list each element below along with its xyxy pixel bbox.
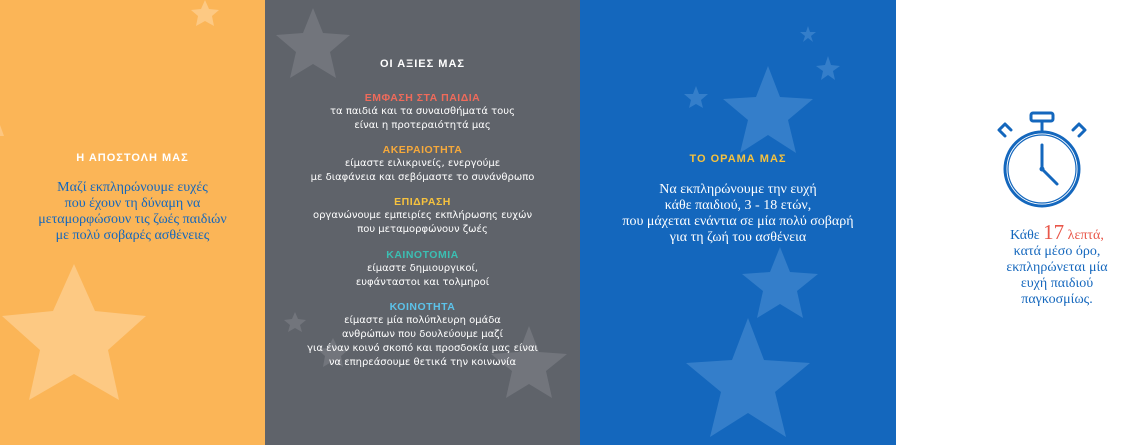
value-title-innovation: ΚΑΙΝΟΤΟΜΙΑ (386, 249, 459, 261)
star-icon (191, 0, 219, 26)
star-icon (684, 86, 708, 108)
values-panel (265, 0, 580, 445)
star-icon (816, 56, 840, 80)
value-text-community: είμαστε μία πολύπλευρη ομάδα ανθρώπων που δουλεύουμε μαζί για έναν κοινό σκοπό και προσδοκία μας είναι να επηρεάσουμε θετικά την κοινωνία (307, 315, 538, 368)
star-icon (686, 318, 810, 437)
stat-panel (896, 0, 1140, 445)
stat-number: 17 (1043, 220, 1065, 244)
stat-prefix: Κάθε (1010, 228, 1040, 243)
stat-text (974, 220, 1140, 308)
value-title-children: ΕΜΦΑΣΗ ΣΤΑ ΠΑΙΔΙΑ (364, 92, 481, 104)
star-icon (800, 26, 816, 42)
value-title-impact: ΕΠΙΔΡΑΣΗ (394, 196, 451, 208)
value-text-children: τα παιδιά και τα συναισθήματά τους είναι η προτεραιότητά μας (330, 106, 515, 131)
mission-heading: Η ΑΠΟΣΤΟΛΗ ΜΑΣ (76, 152, 189, 164)
value-text-impact: οργανώνουμε εμπειρίες εκπλήρωσης ευχών που μεταμορφώνουν ζωές (312, 210, 533, 235)
vision-panel (580, 0, 896, 445)
values-heading: ΟΙ ΑΞΙΕΣ ΜΑΣ (379, 58, 466, 70)
value-text-integrity: είμαστε ειλικρινείς, ενεργούμε με διαφάνεια και σεβόμαστε το συνάνθρωπο (310, 158, 535, 183)
mission-panel (0, 0, 265, 445)
vision-text: Να εκπληρώνουμε την ευχή κάθε παιδιού, 3 - 18 ετών, που μάχεται ενάντια σε μία πολύ σοβαρή για τη ζωή του ασθένεια (622, 182, 854, 245)
star-icon (0, 125, 4, 136)
vision-heading: ΤΟ ΟΡΑΜΑ ΜΑΣ (689, 153, 787, 165)
mission-text: Μαζί εκπληρώνουμε ευχές που έχουν τη δύναμη να μεταμορφώσουν τις ζωές παιδιών με πολύ σοβαρές ασθένειες (38, 180, 227, 243)
stat-unit: λεπτά, (1067, 228, 1104, 243)
star-icon (723, 66, 813, 153)
stat-rest: κατά μέσο όρο, εκπληρώνεται μία ευχή παιδιού παγκοσμίως. (1006, 244, 1108, 307)
value-text-innovation: είμαστε δημιουργικοί, ευφάνταστοι και τολμηροί (355, 263, 490, 288)
star-icon (742, 247, 818, 318)
value-title-community: ΚΟΙΝΟΤΗΤΑ (389, 301, 456, 313)
star-icon (2, 264, 146, 400)
stopwatch-icon (991, 110, 1101, 214)
value-title-integrity: ΑΚΕΡΑΙΟΤΗΤΑ (382, 144, 463, 156)
